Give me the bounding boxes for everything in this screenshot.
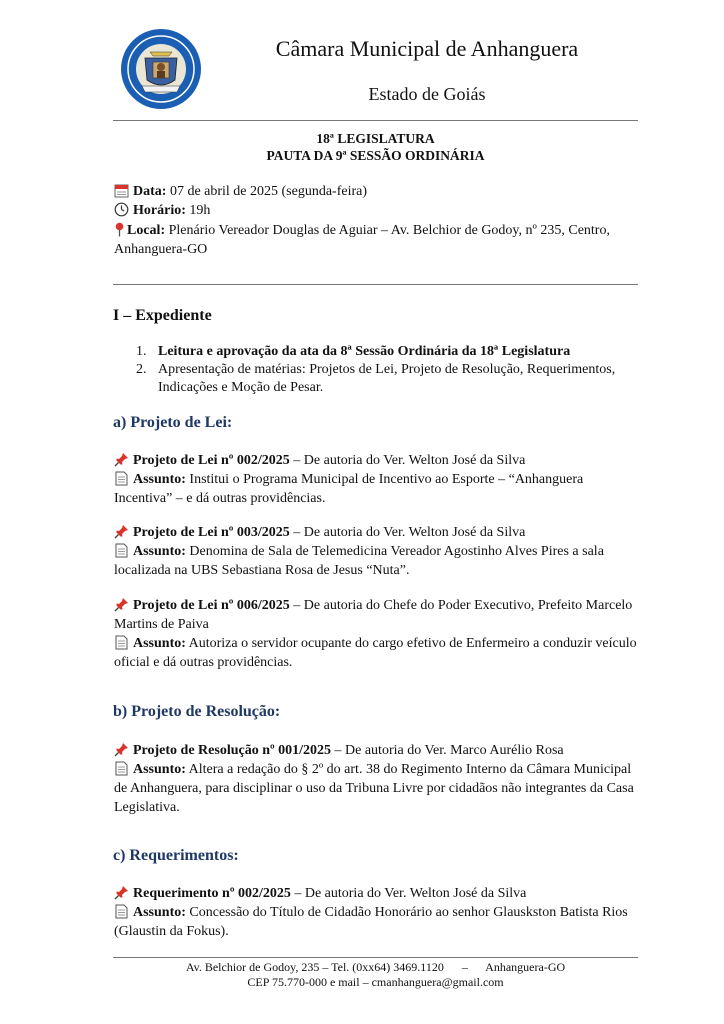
info-divider: [113, 284, 638, 285]
calendar-icon: [114, 183, 129, 198]
footer-line-contact: CEP 75.770-000 e mail – cmanhanguera@gmail.com: [247, 975, 504, 989]
footer-address: [113, 960, 638, 990]
session-title: PAUTA DA 9ª SESSÃO ORDINÁRIA: [266, 148, 485, 163]
projeto-lei-heading: a) Projeto de Lei:: [113, 414, 233, 431]
date-label: Data:: [133, 184, 167, 199]
clock-icon: [114, 202, 129, 217]
footer-line-address: Av. Belchior de Godoy, 235 – Tel. (0xx64) 3469.1120 – Anhanguera-GO: [185, 960, 566, 974]
place-label: Local:: [127, 223, 166, 238]
meeting-date: [114, 182, 639, 201]
round-pushpin-icon: [114, 222, 125, 237]
meeting-time: [114, 201, 639, 220]
page-subtitle: Estado de Goiás: [368, 84, 486, 104]
page-icon: [114, 635, 129, 650]
projeto-lei-item: Projeto de Lei nº 003/2025 – De autoria do Ver. Welton José da Silva Assunto: Denomina de Sala de Telemedicina Vereador Agostinho Alves Pires a sala localizada na UBS Sebastiana Rosa de Jesus “Nuta”.: [114, 525, 604, 578]
expediente-list: [136, 343, 641, 397]
pushpin-icon: [114, 597, 129, 612]
requerimento-item: Requerimento nº 002/2025 – De autoria do Ver. Welton José da Silva Assunto: Concessão do Título de Cidadão Honorário ao senhor Glauskston Batista Rios (Glaustin da Fokus).: [114, 886, 628, 939]
page-icon: [114, 904, 129, 919]
projeto-lei-item: Projeto de Lei nº 006/2025 – De autoria do Chefe do Poder Executivo, Prefeito Marcelo Martins de Paiva Assunto: Autoriza o servidor ocupante do cargo efetivo de Enfermeiro a conduzir veículo oficial e dá outras providências.: [114, 598, 637, 670]
municipal-seal-icon: [120, 28, 202, 110]
page-icon: [114, 761, 129, 776]
list-item: 2. Apresentação de matérias: Projetos de Lei, Projeto de Resolução, Requerimentos, Indicações e Moção de Pesar.: [136, 362, 616, 395]
projeto-resolucao-heading: b) Projeto de Resolução:: [113, 703, 281, 720]
projeto-lei-item: Projeto de Lei nº 002/2025 – De autoria do Ver. Welton José da Silva Assunto: Institui o Programa Municipal de Incentivo ao Esporte – “Anhanguera Incentiva” – e dá outras providências.: [114, 453, 584, 506]
page-title: Câmara Municipal de Anhanguera: [275, 36, 579, 61]
page-icon: [114, 471, 129, 486]
header-divider: [113, 120, 638, 121]
time-value: 19h: [185, 203, 211, 218]
requerimentos-heading: c) Requerimentos:: [113, 847, 239, 864]
pushpin-icon: [114, 885, 129, 900]
footer-divider: [113, 957, 638, 958]
legislature-title: 18ª LEGISLATURA: [316, 131, 435, 146]
date-value: 07 de abril de 2025 (segunda-feira): [166, 184, 368, 199]
pushpin-icon: [114, 742, 129, 757]
meeting-place: [114, 221, 639, 259]
place-value: Plenário Vereador Douglas de Aguiar – Av. Belchior de Godoy, nº 235, Centro, Anhanguera-GO: [114, 223, 610, 257]
pushpin-icon: [114, 452, 129, 467]
expediente-heading: I – Expediente: [113, 307, 212, 324]
page-icon: [114, 543, 129, 558]
list-item: 1. Leitura e aprovação da ata da 8ª Sessão Ordinária da 18ª Legislatura: [136, 344, 571, 359]
time-label: Horário:: [133, 203, 186, 218]
pushpin-icon: [114, 524, 129, 539]
projeto-resolucao-item: Projeto de Resolução nº 001/2025 – De autoria do Ver. Marco Aurélio Rosa Assunto: Altera a redação do § 2º do art. 38 do Regimento Interno da Câmara Municipal de Anhanguera, para disciplinar o uso da Tribuna Livre por cidadãos não integrantes da Casa Legislativa.: [114, 743, 634, 815]
